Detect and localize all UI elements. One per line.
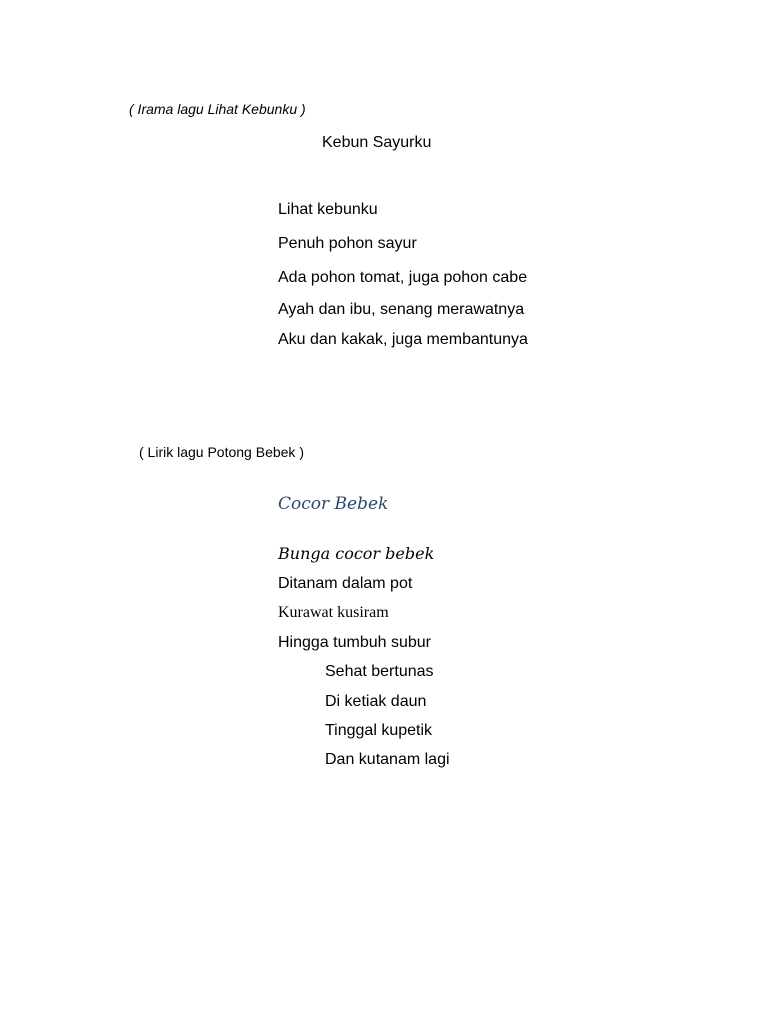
song2-line-3: Kurawat kusiram (278, 604, 389, 621)
song1-line-5: Aku dan kakak, juga membantunya (278, 331, 528, 348)
song2-title: Cocor Bebek (278, 494, 389, 514)
song2-line-8: Dan kutanam lagi (325, 751, 450, 768)
song2-line-5: Sehat bertunas (325, 663, 434, 680)
song2-line-7: Tinggal kupetik (325, 722, 433, 739)
song1-line-1: Lihat kebunku (278, 201, 378, 218)
song1-line-3: Ada pohon tomat, juga pohon cabe (278, 269, 528, 286)
song2-line-2: Ditanam dalam pot (278, 575, 413, 592)
song1-line-4: Ayah dan ibu, senang merawatnya (278, 301, 525, 318)
song2-line-4: Hingga tumbuh subur (278, 634, 431, 651)
song1-note: ( Irama lagu Lihat Kebunku ) (129, 101, 306, 117)
song2-line-1: Bunga cocor bebek (278, 544, 435, 563)
song2-line-6: Di ketiak daun (325, 693, 427, 710)
song1-line-2: Penuh pohon sayur (278, 235, 417, 252)
song2-note: ( Lirik lagu Potong Bebek ) (139, 444, 304, 460)
song1-title: Kebun Sayurku (322, 134, 432, 151)
